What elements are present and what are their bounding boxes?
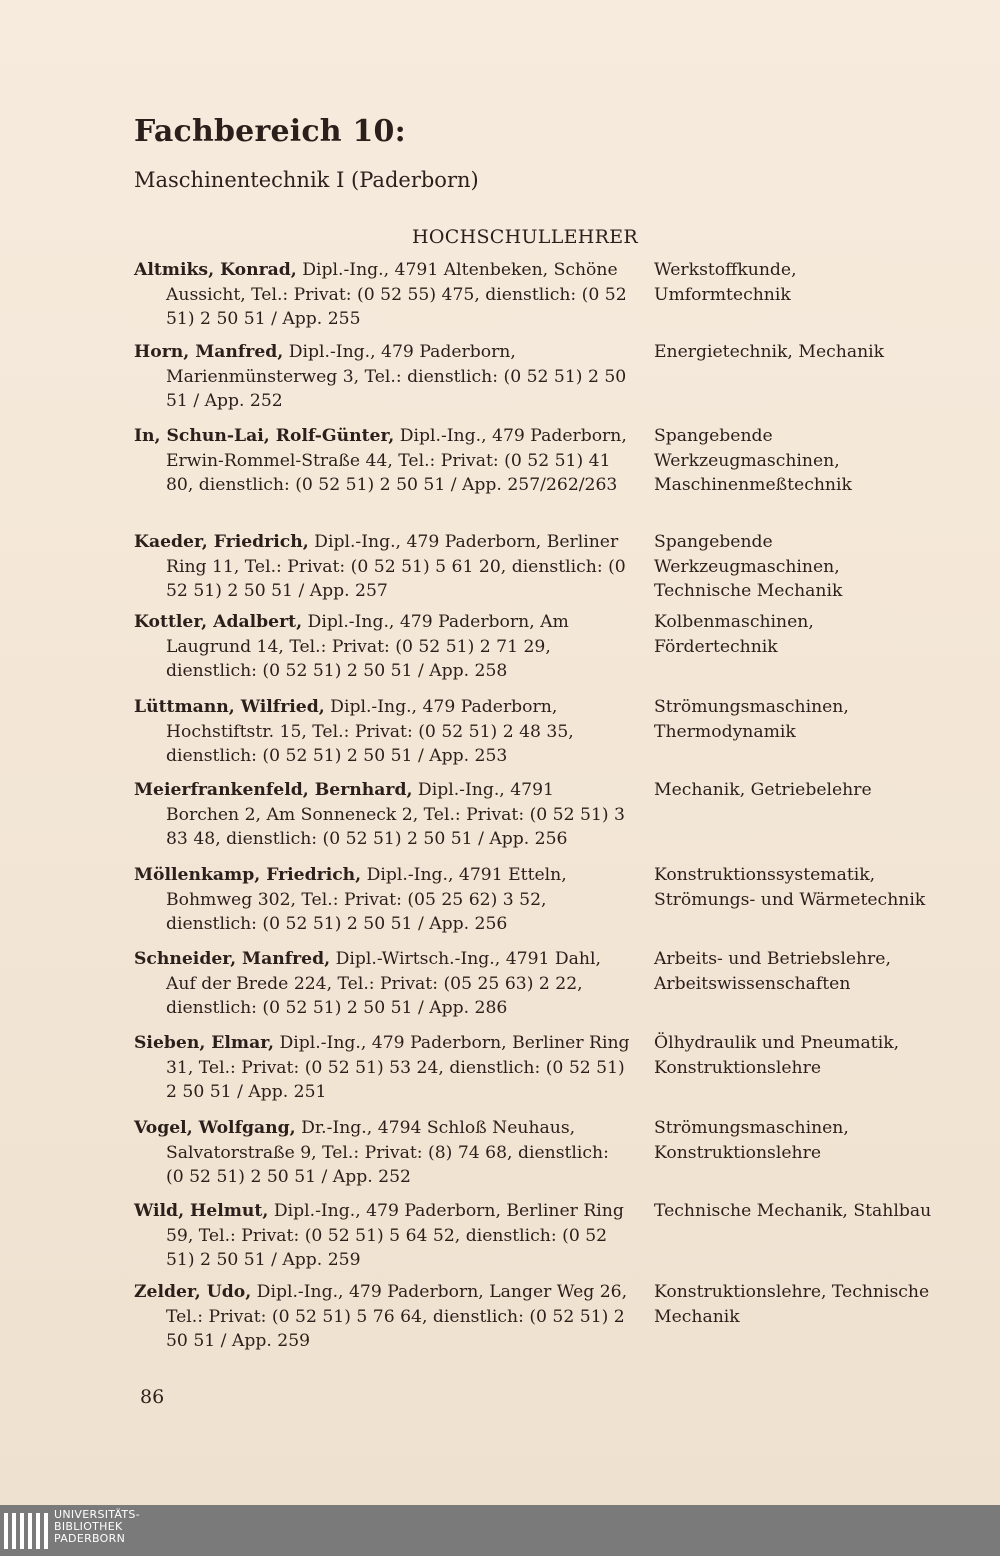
entry-name: Kaeder, Friedrich,: [134, 532, 309, 552]
entry-address: Dipl.-Wirtsch.-Ing., 4791 Dahl, Auf der Brede 224, Tel.: Privat: (05 25 63) 2 22, dienstlich: (0 52 51) 2 50 51 / App. 286: [166, 949, 601, 1019]
entry-address: Dipl.-Ing., 479 Paderborn, Berliner Ring 31, Tel.: Privat: (0 52 51) 53 24, dienstlich: (0 52 51) 2 50 51 / App. 251: [166, 1033, 630, 1103]
entry-address: Dipl.-Ing., 479 Paderborn, Erwin-Rommel-Straße 44, Tel.: Privat: (0 52 51) 41 80, dienstlich: (0 52 51) 2 50 51 / App. 257/262/263: [166, 426, 627, 496]
entry-details: [134, 340, 632, 414]
library-footer: [0, 1505, 1000, 1556]
entry-subjects: Arbeits- und Betriebslehre, Arbeitswissenschaften: [654, 949, 891, 994]
entry-details: [134, 1199, 632, 1273]
entry-subjects: Mechanik, Getriebelehre: [654, 780, 872, 800]
entry-name: Schneider, Manfred,: [134, 949, 331, 969]
entry-subjects: Strömungsmaschinen, Thermodynamik: [654, 697, 849, 742]
entry-subjects: Ölhydraulik und Pneumatik, Konstruktionslehre: [654, 1033, 900, 1078]
library-logo-text: [54, 1509, 140, 1545]
entry-subjects: Kolbenmaschinen, Fördertechnik: [654, 612, 814, 657]
library-logo-icon: [4, 1513, 48, 1549]
entry-details: [134, 258, 632, 332]
entry-name: Möllenkamp, Friedrich,: [134, 865, 362, 885]
page-title: Fachbereich 10:: [134, 114, 406, 149]
entry-details: [134, 947, 632, 1021]
entry-subjects: Konstruktionssystematik, Strömungs- und Wärmetechnik: [654, 865, 926, 910]
entry-address: Dr.-Ing., 4794 Schloß Neuhaus, Salvatorstraße 9, Tel.: Privat: (8) 74 68, dienstlich: (0 52 51) 2 50 51 / App. 252: [166, 1118, 609, 1188]
library-name-line1: UNIVERSITÄTS-: [54, 1508, 140, 1521]
entry-name: Wild, Helmut,: [134, 1201, 269, 1221]
entry-details: [134, 1031, 632, 1105]
entry-name: In, Schun-Lai, Rolf-Günter,: [134, 426, 395, 446]
entry-subjects: Energietechnik, Mechanik: [654, 342, 885, 362]
entry-address: Dipl.-Ing., 479 Paderborn, Marienmünsterweg 3, Tel.: dienstlich: (0 52 51) 2 50 51 / App. 252: [166, 342, 627, 412]
entry-details: [134, 1280, 632, 1354]
entry-details: [134, 1116, 632, 1190]
entry-details: [134, 863, 632, 937]
entry-details: [134, 778, 632, 852]
entry-details: [134, 695, 632, 769]
entry-name: Meierfrankenfeld, Bernhard,: [134, 780, 413, 800]
page-number: 86: [140, 1386, 165, 1408]
entry-name: Sieben, Elmar,: [134, 1033, 275, 1053]
entry-name: Lüttmann, Wilfried,: [134, 697, 325, 717]
library-name-line3: PADERBORN: [54, 1532, 126, 1545]
entry-details: [134, 530, 632, 604]
entry-address: Dipl.-Ing., 479 Paderborn, Hochstiftstr. 15, Tel.: Privat: (0 52 51) 2 48 35, dienstlich: (0 52 51) 2 50 51 / App. 253: [166, 697, 574, 767]
library-name-line2: BIBLIOTHEK: [54, 1520, 123, 1533]
entry-subjects: Werkstoffkunde, Umformtechnik: [654, 260, 797, 305]
entry-subjects: Spangebende Werkzeugmaschinen, Technische Mechanik: [654, 532, 843, 602]
entry-name: Kottler, Adalbert,: [134, 612, 303, 632]
entry-address: Dipl.-Ing., 4791 Borchen 2, Am Sonneneck 2, Tel.: Privat: (0 52 51) 3 83 48, dienstlich: (0 52 51) 2 50 51 / App. 256: [166, 780, 625, 850]
entry-address: Dipl.-Ing., 479 Paderborn, Am Laugrund 14, Tel.: Privat: (0 52 51) 2 71 29, dienstlich: (0 52 51) 2 50 51 / App. 258: [166, 612, 569, 682]
entry-subjects: Technische Mechanik, Stahlbau: [654, 1201, 932, 1221]
entry-details: [134, 424, 632, 498]
entry-details: [134, 610, 632, 684]
entry-name: Horn, Manfred,: [134, 342, 284, 362]
entry-name: Vogel, Wolfgang,: [134, 1118, 296, 1138]
entry-address: Dipl.-Ing., 479 Paderborn, Langer Weg 26, Tel.: Privat: (0 52 51) 5 76 64, dienstlich: (0 52 51) 2 50 51 / App. 259: [166, 1282, 628, 1352]
section-heading: HOCHSCHULLEHRER: [412, 226, 639, 248]
entry-name: Zelder, Udo,: [134, 1282, 252, 1302]
entry-address: Dipl.-Ing., 4791 Altenbeken, Schöne Aussicht, Tel.: Privat: (0 52 55) 475, dienstlich: (0 52 51) 2 50 51 / App. 255: [166, 260, 627, 330]
entry-address: Dipl.-Ing., 479 Paderborn, Berliner Ring 11, Tel.: Privat: (0 52 51) 5 61 20, dienstlich: (0 52 51) 2 50 51 / App. 257: [166, 532, 626, 602]
entry-address: Dipl.-Ing., 479 Paderborn, Berliner Ring 59, Tel.: Privat: (0 52 51) 5 64 52, dienstlich: (0 52 51) 2 50 51 / App. 259: [166, 1201, 624, 1271]
entry-subjects: Strömungsmaschinen, Konstruktionslehre: [654, 1118, 849, 1163]
entry-subjects: Konstruktionslehre, Technische Mechanik: [654, 1282, 930, 1327]
entry-name: Altmiks, Konrad,: [134, 260, 297, 280]
page-subtitle: Maschinentechnik I (Paderborn): [134, 168, 479, 192]
entry-subjects: Spangebende Werkzeugmaschinen, Maschinenmeßtechnik: [654, 426, 852, 496]
entry-address: Dipl.-Ing., 4791 Etteln, Bohmweg 302, Tel.: Privat: (05 25 62) 3 52, dienstlich: (0 52 51) 2 50 51 / App. 256: [166, 865, 567, 935]
